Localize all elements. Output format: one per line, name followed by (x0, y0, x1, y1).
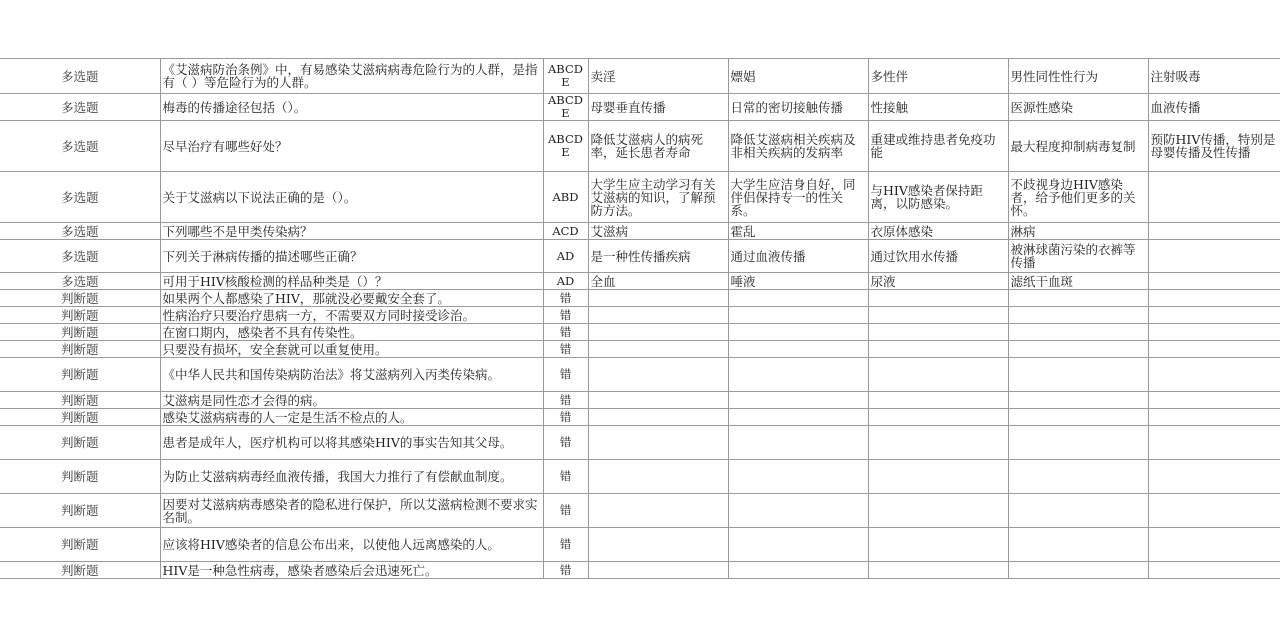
option-a-cell[interactable]: 艾滋病 (588, 223, 728, 240)
answer-cell[interactable]: 错 (543, 324, 588, 341)
option-c-cell[interactable] (868, 562, 1008, 579)
option-a-cell[interactable] (588, 341, 728, 358)
option-e-cell[interactable] (1148, 409, 1280, 426)
option-a-cell[interactable] (588, 290, 728, 307)
question-type-cell[interactable]: 多选题 (0, 172, 160, 223)
option-b-cell[interactable] (728, 426, 868, 460)
answer-cell[interactable]: 错 (543, 409, 588, 426)
option-a-cell[interactable] (588, 494, 728, 528)
option-b-cell[interactable] (728, 409, 868, 426)
option-b-cell[interactable]: 降低艾滋病相关疾病及非相关疾病的发病率 (728, 121, 868, 172)
option-d-cell[interactable] (1008, 528, 1148, 562)
option-b-cell[interactable] (728, 324, 868, 341)
table-row (0, 426, 1280, 460)
question-type-cell[interactable]: 判断题 (0, 358, 160, 392)
answer-cell[interactable]: ABCDE (543, 59, 588, 94)
option-d-cell[interactable] (1008, 392, 1148, 409)
answer-cell[interactable]: 错 (543, 460, 588, 494)
option-c-cell[interactable] (868, 324, 1008, 341)
table-row (0, 409, 1280, 426)
option-c-cell[interactable]: 通过饮用水传播 (868, 240, 1008, 273)
table-row (0, 494, 1280, 528)
table-row (0, 307, 1280, 324)
answer-cell[interactable]: 错 (543, 341, 588, 358)
table-row (0, 562, 1280, 579)
option-d-cell[interactable]: 被淋球菌污染的衣裤等传播 (1008, 240, 1148, 273)
table-row (0, 358, 1280, 392)
option-c-cell[interactable] (868, 426, 1008, 460)
option-a-cell[interactable] (588, 562, 728, 579)
table-row (0, 121, 1280, 172)
table-row (0, 273, 1280, 290)
answer-cell[interactable]: 错 (543, 528, 588, 562)
answer-cell[interactable]: 错 (543, 358, 588, 392)
answer-cell[interactable]: 错 (543, 290, 588, 307)
question-text-cell[interactable]: 性病治疗只要治疗患病一方，不需要双方同时接受诊治。 (160, 307, 543, 324)
option-d-cell[interactable] (1008, 341, 1148, 358)
option-c-cell[interactable] (868, 358, 1008, 392)
option-c-cell[interactable]: 尿液 (868, 273, 1008, 290)
option-a-cell[interactable] (588, 528, 728, 562)
option-e-cell[interactable] (1148, 562, 1280, 579)
answer-cell[interactable]: ACD (543, 223, 588, 240)
option-c-cell[interactable] (868, 341, 1008, 358)
option-d-cell[interactable]: 滤纸干血斑 (1008, 273, 1148, 290)
option-b-cell[interactable]: 霍乱 (728, 223, 868, 240)
question-type-cell[interactable]: 多选题 (0, 121, 160, 172)
option-a-cell[interactable]: 大学生应主动学习有关艾滋病的知识，了解预防方法。 (588, 172, 728, 223)
question-type-cell[interactable]: 多选题 (0, 223, 160, 240)
table-row (0, 223, 1280, 240)
option-c-cell[interactable]: 重建或维持患者免疫功能 (868, 121, 1008, 172)
option-a-cell[interactable]: 卖淫 (588, 59, 728, 94)
option-e-cell[interactable] (1148, 460, 1280, 494)
option-b-cell[interactable] (728, 562, 868, 579)
option-e-cell[interactable] (1148, 358, 1280, 392)
option-b-cell[interactable]: 日常的密切接触传播 (728, 94, 868, 121)
question-type-cell[interactable]: 判断题 (0, 307, 160, 324)
answer-cell[interactable]: 错 (543, 426, 588, 460)
question-text-cell[interactable]: 下列哪些不是甲类传染病？ (160, 223, 543, 240)
option-b-cell[interactable]: 大学生应洁身自好，同伴侣保持专一的性关系。 (728, 172, 868, 223)
question-text-cell[interactable]: 可用于HIV核酸检测的样品种类是（）？ (160, 273, 543, 290)
option-e-cell[interactable]: 血液传播 (1148, 94, 1280, 121)
option-e-cell[interactable] (1148, 223, 1280, 240)
option-e-cell[interactable] (1148, 273, 1280, 290)
answer-cell[interactable]: 错 (543, 307, 588, 324)
option-d-cell[interactable]: 淋病 (1008, 223, 1148, 240)
option-b-cell[interactable] (728, 460, 868, 494)
question-text-cell[interactable]: 在窗口期内，感染者不具有传染性。 (160, 324, 543, 341)
option-d-cell[interactable] (1008, 562, 1148, 579)
answer-cell[interactable]: 错 (543, 392, 588, 409)
option-c-cell[interactable]: 与HIV感染者保持距离，以防感染。 (868, 172, 1008, 223)
question-text-cell[interactable]: 因要对艾滋病病毒感染者的隐私进行保护，所以艾滋病检测不要求实名制。 (160, 494, 543, 528)
question-table (0, 58, 1280, 579)
option-c-cell[interactable]: 衣原体感染 (868, 223, 1008, 240)
option-c-cell[interactable]: 多性伴 (868, 59, 1008, 94)
option-c-cell[interactable] (868, 392, 1008, 409)
question-type-cell[interactable]: 多选题 (0, 240, 160, 273)
table-row (0, 324, 1280, 341)
table-row (0, 172, 1280, 223)
option-a-cell[interactable] (588, 460, 728, 494)
question-text-cell[interactable]: 如果两个人都感染了HIV，那就没必要戴安全套了。 (160, 290, 543, 307)
option-d-cell[interactable]: 男性同性性行为 (1008, 59, 1148, 94)
question-text-cell[interactable]: 梅毒的传播途径包括（）。 (160, 94, 543, 121)
question-type-cell[interactable]: 判断题 (0, 409, 160, 426)
question-text-cell[interactable]: 只要没有损坏，安全套就可以重复使用。 (160, 341, 543, 358)
option-a-cell[interactable]: 是一种性传播疾病 (588, 240, 728, 273)
answer-cell[interactable]: ABD (543, 172, 588, 223)
option-c-cell[interactable]: 性接触 (868, 94, 1008, 121)
question-type-cell[interactable]: 判断题 (0, 392, 160, 409)
option-b-cell[interactable] (728, 341, 868, 358)
option-e-cell[interactable] (1148, 324, 1280, 341)
option-a-cell[interactable]: 母婴垂直传播 (588, 94, 728, 121)
option-c-cell[interactable] (868, 409, 1008, 426)
question-type-cell[interactable]: 判断题 (0, 494, 160, 528)
question-text-cell[interactable]: 患者是成年人，医疗机构可以将其感染HIV的事实告知其父母。 (160, 426, 543, 460)
option-d-cell[interactable] (1008, 358, 1148, 392)
question-type-cell[interactable]: 判断题 (0, 324, 160, 341)
answer-cell[interactable]: AD (543, 273, 588, 290)
answer-cell[interactable]: ABCDE (543, 94, 588, 121)
option-a-cell[interactable]: 降低艾滋病人的病死率，延长患者寿命 (588, 121, 728, 172)
option-e-cell[interactable]: 注射吸毒 (1148, 59, 1280, 94)
option-a-cell[interactable] (588, 307, 728, 324)
table-row (0, 528, 1280, 562)
option-b-cell[interactable] (728, 290, 868, 307)
question-type-cell[interactable]: 判断题 (0, 460, 160, 494)
question-text-cell[interactable]: 下列关于淋病传播的描述哪些正确？ (160, 240, 543, 273)
question-type-cell[interactable]: 判断题 (0, 426, 160, 460)
question-text-cell[interactable]: 《艾滋病防治条例》中，有易感染艾滋病病毒危险行为的人群，是指有（ ）等危险行为的人群。 (160, 59, 543, 94)
answer-cell[interactable]: AD (543, 240, 588, 273)
question-text-cell[interactable]: HIV是一种急性病毒，感染者感染后会迅速死亡。 (160, 562, 543, 579)
option-d-cell[interactable] (1008, 290, 1148, 307)
question-type-cell[interactable]: 多选题 (0, 273, 160, 290)
option-d-cell[interactable] (1008, 409, 1148, 426)
question-type-cell[interactable]: 多选题 (0, 59, 160, 94)
option-a-cell[interactable]: 全血 (588, 273, 728, 290)
option-e-cell[interactable] (1148, 290, 1280, 307)
option-e-cell[interactable] (1148, 307, 1280, 324)
question-text-cell[interactable]: 为防止艾滋病病毒经血液传播，我国大力推行了有偿献血制度。 (160, 460, 543, 494)
option-d-cell[interactable]: 最大程度抑制病毒复制 (1008, 121, 1148, 172)
option-e-cell[interactable]: 预防HIV传播，特别是母婴传播及性传播 (1148, 121, 1280, 172)
option-e-cell[interactable] (1148, 528, 1280, 562)
option-a-cell[interactable] (588, 392, 728, 409)
question-text-cell[interactable]: 关于艾滋病以下说法正确的是（）。 (160, 172, 543, 223)
option-b-cell[interactable]: 嫖娼 (728, 59, 868, 94)
answer-cell[interactable]: 错 (543, 494, 588, 528)
question-type-cell[interactable]: 判断题 (0, 562, 160, 579)
table-row (0, 341, 1280, 358)
option-e-cell[interactable] (1148, 494, 1280, 528)
option-e-cell[interactable] (1148, 172, 1280, 223)
table-body (0, 59, 1280, 579)
question-text-cell[interactable]: 应该将HIV感染者的信息公布出来，以使他人远离感染的人。 (160, 528, 543, 562)
question-text-cell[interactable]: 感染艾滋病病毒的人一定是生活不检点的人。 (160, 409, 543, 426)
table-row (0, 240, 1280, 273)
table-row (0, 290, 1280, 307)
answer-cell[interactable]: 错 (543, 562, 588, 579)
option-d-cell[interactable] (1008, 307, 1148, 324)
option-e-cell[interactable] (1148, 392, 1280, 409)
option-a-cell[interactable] (588, 358, 728, 392)
option-c-cell[interactable] (868, 307, 1008, 324)
option-d-cell[interactable] (1008, 324, 1148, 341)
option-e-cell[interactable] (1148, 341, 1280, 358)
option-a-cell[interactable] (588, 324, 728, 341)
option-c-cell[interactable] (868, 528, 1008, 562)
question-text-cell[interactable]: 《中华人民共和国传染病防治法》将艾滋病列入丙类传染病。 (160, 358, 543, 392)
option-d-cell[interactable]: 医源性感染 (1008, 94, 1148, 121)
option-b-cell[interactable]: 唾液 (728, 273, 868, 290)
table-row (0, 94, 1280, 121)
option-e-cell[interactable] (1148, 426, 1280, 460)
answer-cell[interactable]: ABCDE (543, 121, 588, 172)
option-a-cell[interactable] (588, 426, 728, 460)
question-type-cell[interactable]: 判断题 (0, 290, 160, 307)
table-row (0, 59, 1280, 94)
option-c-cell[interactable] (868, 290, 1008, 307)
option-b-cell[interactable] (728, 358, 868, 392)
table-row (0, 392, 1280, 409)
option-b-cell[interactable] (728, 392, 868, 409)
option-b-cell[interactable] (728, 528, 868, 562)
question-type-cell[interactable]: 判断题 (0, 341, 160, 358)
option-b-cell[interactable]: 通过血液传播 (728, 240, 868, 273)
question-type-cell[interactable]: 判断题 (0, 528, 160, 562)
option-c-cell[interactable] (868, 494, 1008, 528)
option-d-cell[interactable] (1008, 426, 1148, 460)
option-b-cell[interactable] (728, 494, 868, 528)
option-d-cell[interactable]: 不歧视身边HIV感染者，给予他们更多的关怀。 (1008, 172, 1148, 223)
option-d-cell[interactable] (1008, 494, 1148, 528)
option-a-cell[interactable] (588, 409, 728, 426)
table-row (0, 460, 1280, 494)
option-b-cell[interactable] (728, 307, 868, 324)
option-d-cell[interactable] (1008, 460, 1148, 494)
question-text-cell[interactable]: 尽早治疗有哪些好处？ (160, 121, 543, 172)
question-text-cell[interactable]: 艾滋病是同性恋才会得的病。 (160, 392, 543, 409)
question-type-cell[interactable]: 多选题 (0, 94, 160, 121)
spreadsheet (0, 58, 1280, 579)
option-c-cell[interactable] (868, 460, 1008, 494)
option-e-cell[interactable] (1148, 240, 1280, 273)
